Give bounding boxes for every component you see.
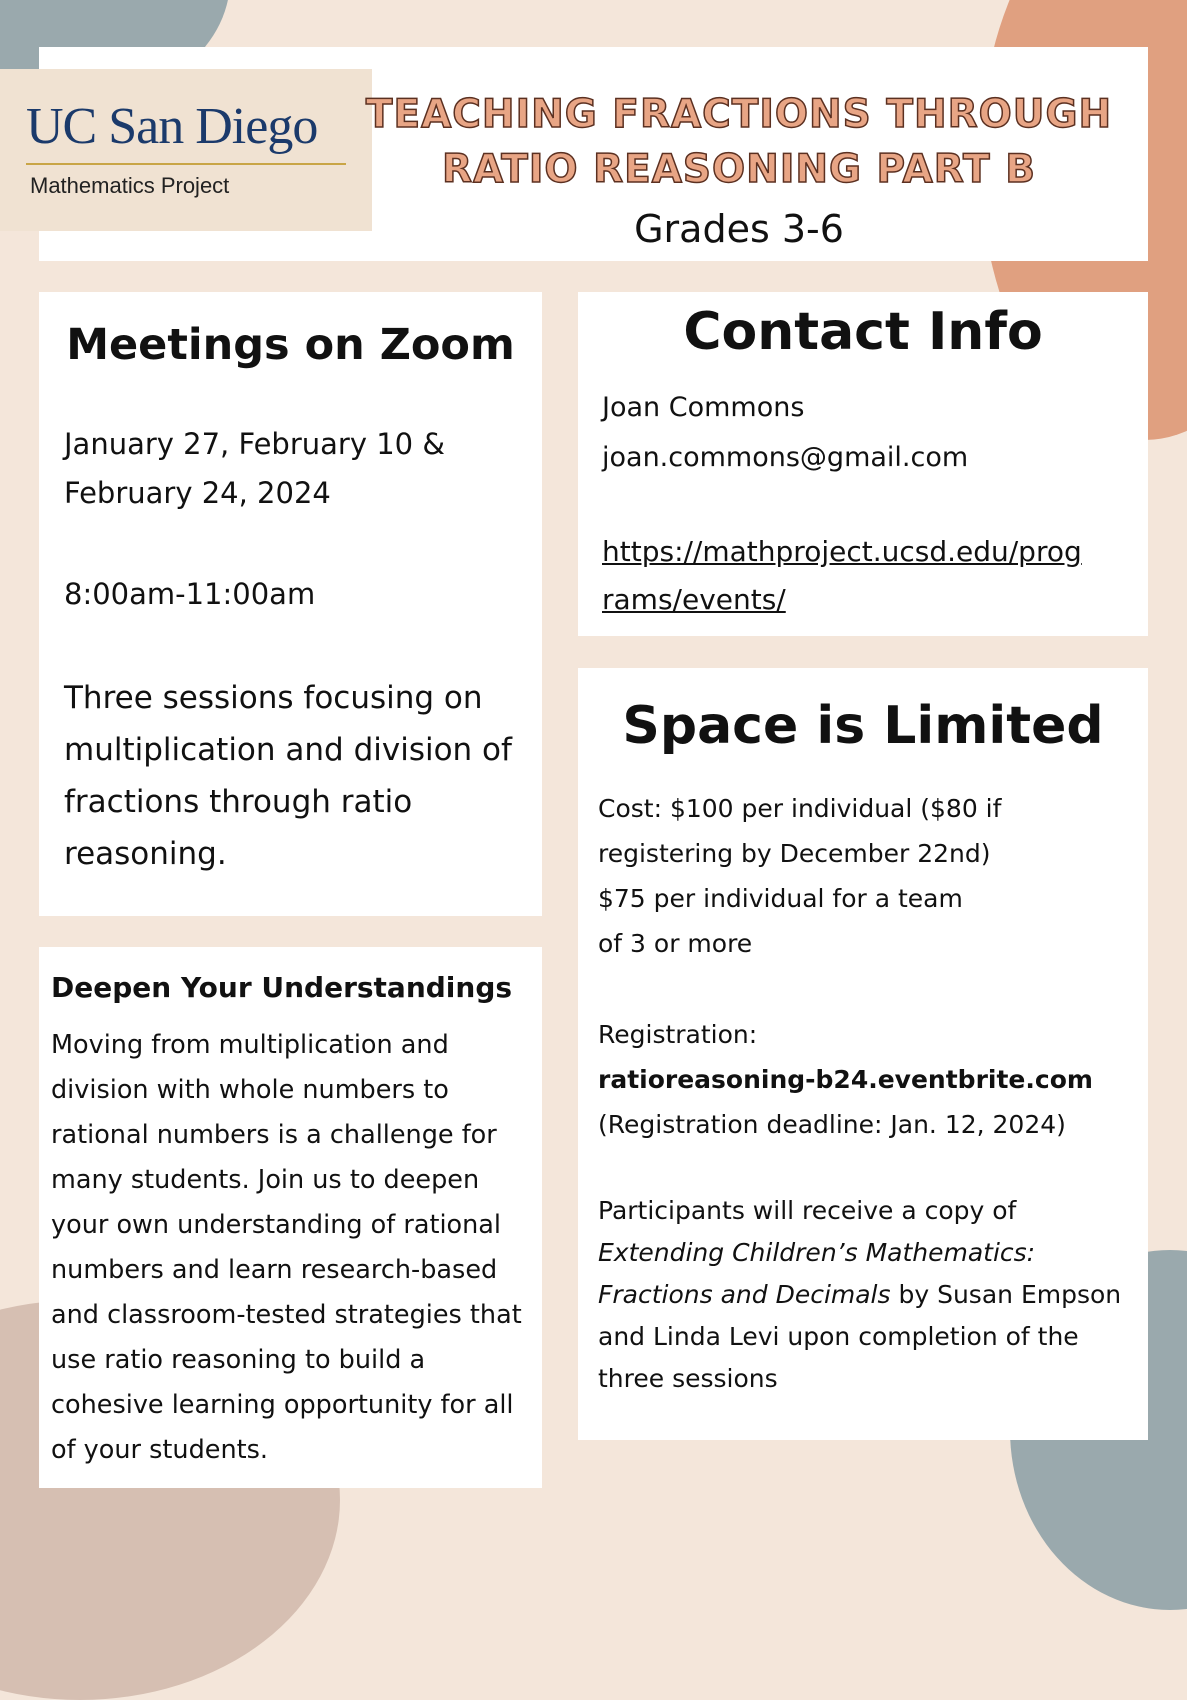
participants-intro: Participants will receive a copy of (598, 1196, 1017, 1225)
registration-label: Registration: (598, 1020, 758, 1049)
space-heading: Space is Limited (622, 696, 1104, 756)
grades-label: Grades 3-6 (634, 207, 844, 251)
meetings-card (39, 292, 542, 916)
ucsd-logo (0, 69, 372, 231)
page-title (349, 87, 1129, 197)
deepen-heading: Deepen Your Understandings (51, 971, 513, 1004)
cost-line-2: registering by December 22nd) (598, 839, 991, 868)
contact-email[interactable]: joan.commons@gmail.com (602, 442, 969, 473)
events-link[interactable]: https://mathproject.ucsd.edu/programs/events/ (602, 535, 1082, 616)
meeting-time: 8:00am-11:00am (64, 577, 316, 611)
cost-info (598, 786, 1128, 966)
contact-heading: Contact Info (683, 302, 1043, 362)
cost-line-3: $75 per individual for a team (598, 884, 963, 913)
cost-line-1: Cost: $100 per individual ($80 if (598, 794, 1002, 823)
deepen-card (39, 947, 542, 1488)
title-line-1: TEACHING FRACTIONS THROUGH (365, 92, 1113, 137)
space-card (578, 668, 1148, 1440)
header-card (26, 47, 1148, 261)
book-title: Extending Children’s Mathematics: Fractions and Decimals (598, 1238, 1036, 1309)
meeting-dates-line-2: February 24, 2024 (64, 476, 331, 510)
contact-name: Joan Commons (602, 392, 805, 423)
meetings-heading: Meetings on Zoom (66, 320, 515, 370)
meeting-dates-line-1: January 27, February 10 & (64, 427, 445, 461)
participants-info (598, 1190, 1138, 1400)
meetings-description: Three sessions focusing on multiplication and division of fractions through ratio reasoning. (64, 680, 512, 872)
registration-url[interactable]: ratioreasoning-b24.eventbrite.com (598, 1065, 1093, 1094)
deepen-body: Moving from multiplication and division with whole numbers to rational numbers is a challenge for many students. Join us to deepen your own understanding of rational numbers and learn research-based and classroom-tested strategies that use ratio reasoning to build a cohesive learning opportunity for all of your students. (51, 1030, 522, 1465)
logo-subtitle: Mathematics Project (30, 173, 230, 198)
title-line-2: RATIO REASONING PART B (442, 147, 1036, 192)
contact-card (578, 292, 1148, 636)
logo-name: UC San Diego (26, 98, 318, 155)
logo-divider (26, 163, 346, 165)
registration-deadline: (Registration deadline: Jan. 12, 2024) (598, 1110, 1066, 1139)
registration-info (598, 1012, 1138, 1147)
cost-line-4: of 3 or more (598, 929, 753, 958)
participants-rest: by Susan Empson and Linda Levi upon completion of the three sessions (598, 1280, 1122, 1393)
